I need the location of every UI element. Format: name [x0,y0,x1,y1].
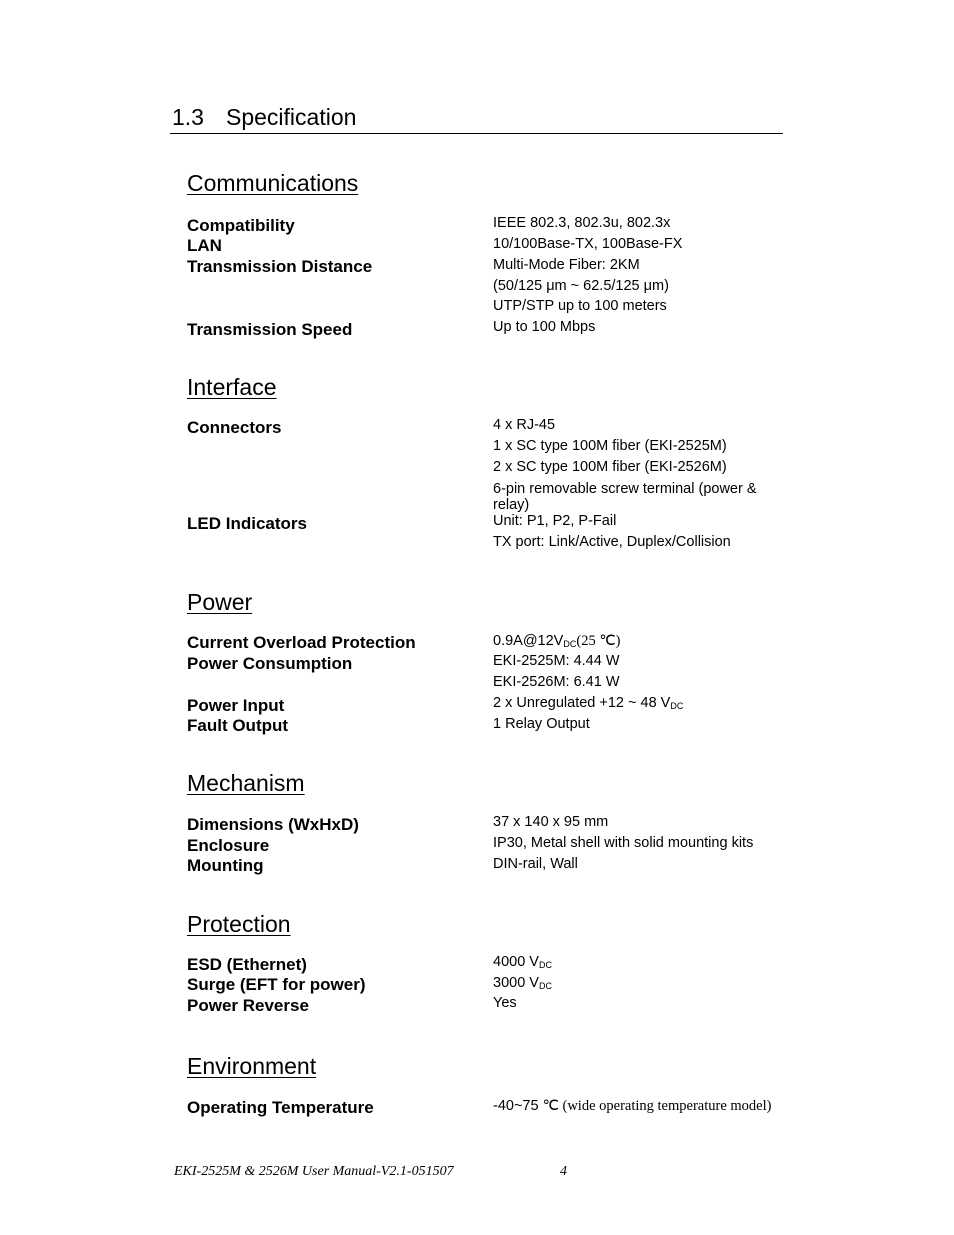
label-surge: Surge (EFT for power) [187,975,366,994]
value-surge: 3000 $V_{DC}$ [493,975,552,991]
value-transmission-distance-1: Multi-Mode Fiber: 2KM [493,257,640,273]
section-title-text: Specification [226,104,357,130]
label-esd: ESD (Ethernet) [187,955,307,974]
value-fault-output: 1 Relay Output [493,716,590,732]
value-connectors-1: 4 x RJ-45 [493,417,556,433]
label-lan: LAN [187,236,222,255]
value-compatibility: IEEE 802.3, 802.3u, 802.3x [493,215,671,231]
footer-text: EKI-2525M & 2526M User Manual-V2.1-051507 [174,1164,454,1179]
label-operating-temperature: Operating Temperature [187,1098,374,1117]
value-current-overload: $0.9A@12V_{DC}(25$ ℃) [493,633,621,649]
label-power-reverse: Power Reverse [187,996,309,1015]
section-number: 1.3 [172,104,204,130]
value-led-2: TX port: Link/Active, Duplex/Collision [493,534,731,550]
value-lan: 10/100Base-TX, 100Base-FX [493,236,683,252]
page-number: 4 [560,1164,567,1179]
label-enclosure: Enclosure [187,836,270,855]
heading-communications: Communications [187,170,359,196]
label-power-input: Power Input [187,696,285,715]
value-power-reverse: Yes [493,995,517,1011]
value-connectors-2: 1 x SC type 100M fiber (EKI-2525M) [493,438,727,454]
label-fault-output: Fault Output [187,716,289,735]
title-rule [170,133,783,134]
value-transmission-distance-3: UTP/STP up to 100 meters [493,298,667,314]
label-led-indicators: LED Indicators [187,514,307,533]
value-enclosure: IP30, Metal shell with solid mounting kits [493,835,754,851]
heading-protection: Protection [187,911,291,937]
heading-power: Power [187,589,253,615]
value-operating-temperature: -40~75 ℃ (wide operating temperature model) [493,1098,772,1114]
label-connectors: Connectors [187,418,282,437]
value-connectors-4: 6-pin removable screw terminal (power & relay) [493,481,757,513]
value-power-input: 2 x Unregulated +12 ~ 48 $V_{DC}$ [493,695,684,711]
heading-interface: Interface [187,374,277,400]
value-transmission-speed: Up to 100 Mbps [493,319,596,335]
section-title [172,104,356,131]
heading-mechanism: Mechanism [187,770,305,796]
value-transmission-distance-2: (50/125 μm ~ 62.5/125 μm) [493,278,669,294]
value-mounting: DIN-rail, Wall [493,856,578,872]
label-power-consumption: Power Consumption [187,654,353,673]
value-led-1: Unit: P1, P2, P-Fail [493,513,617,529]
value-connectors-3: 2 x SC type 100M fiber (EKI-2526M) [493,459,727,475]
value-power-consumption-2: EKI-2526M: 6.41 W [493,674,620,690]
label-current-overload: Current Overload Protection [187,633,416,652]
value-esd: 4000 $V_{DC}$ [493,954,552,970]
label-transmission-distance: Transmission Distance [187,257,373,276]
label-compatibility: Compatibility [187,216,295,235]
label-mounting: Mounting [187,856,264,875]
value-dimensions: 37 x 140 x 95 mm [493,814,609,830]
label-dimensions: Dimensions (WxHxD) [187,815,359,834]
heading-environment: Environment [187,1053,317,1079]
label-transmission-speed: Transmission Speed [187,320,353,339]
value-power-consumption-1: EKI-2525M: 4.44 W [493,653,620,669]
